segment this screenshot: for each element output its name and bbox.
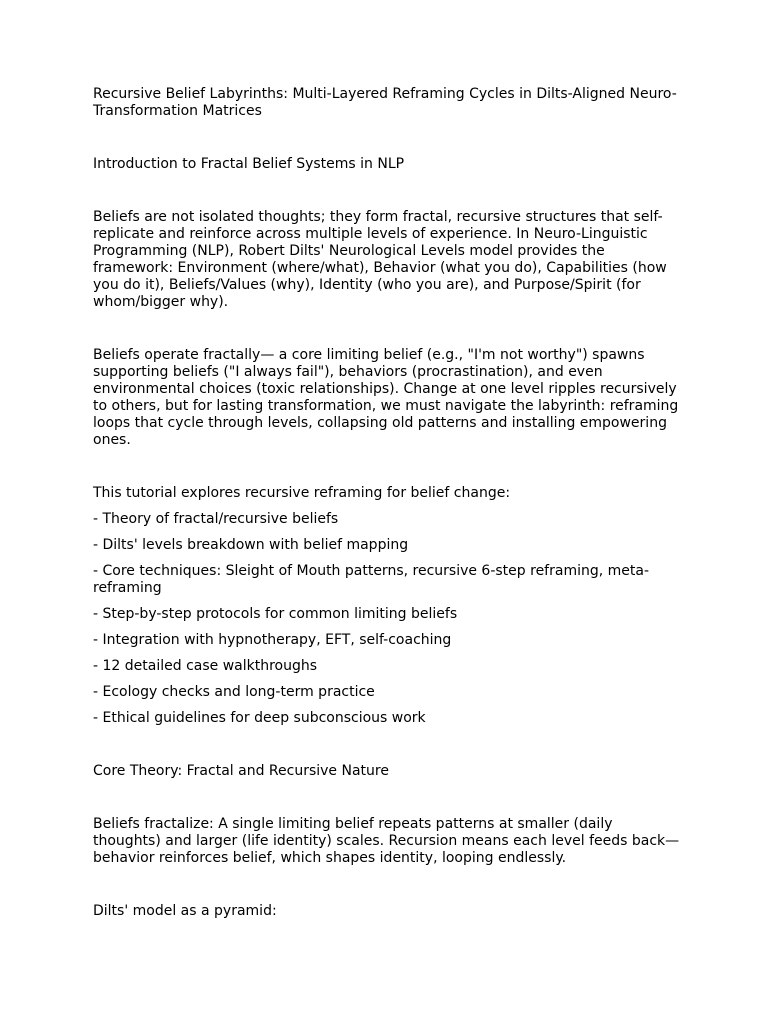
paragraph-pyramid-intro: Dilts' model as a pyramid: xyxy=(93,903,277,919)
paragraph-levels-model: Beliefs are not isolated thoughts; they form fractal, recursive structures that self-replicate and reinforce across multiple levels of experience. In Neuro-Linguistic Programming (NLP), Robert Dilts' Neurological Levels model provides the framework: Environment (where/what), Behavior (what you do), Capabilities (how you do it), Beliefs/Values (why), Identity (who you are), and Purpose/Spirit (for whom/bigger why). xyxy=(93,209,667,310)
list-item: - Dilts' levels breakdown with belief mapping xyxy=(93,537,409,553)
document-page xyxy=(93,86,683,920)
paragraph-fractalize: Beliefs fractalize: A single limiting belief repeats patterns at smaller (daily thoughts) and larger (life identity) scales. Recursion means each level feeds back—behavior reinforces belief, which shapes identity, looping endlessly. xyxy=(93,816,680,866)
list-item: - Integration with hypnotherapy, EFT, self-coaching xyxy=(93,632,452,648)
section-heading-core-theory: Core Theory: Fractal and Recursive Nature xyxy=(93,763,389,779)
document-title: Recursive Belief Labyrinths: Multi-Layered Reframing Cycles in Dilts-Aligned Neuro-Transformation Matrices xyxy=(93,86,677,119)
list-item: - Ethical guidelines for deep subconscious work xyxy=(93,710,426,726)
list-item: - Core techniques: Sleight of Mouth patterns, recursive 6-step reframing, meta-reframing xyxy=(93,563,650,596)
list-item: - 12 detailed case walkthroughs xyxy=(93,658,318,674)
paragraph-fractal-beliefs: Beliefs operate fractally— a core limiting belief (e.g., "I'm not worthy") spawns supporting beliefs ("I always fail"), behaviors (procrastination), and even environmental choices (toxic relationships). Change at one level ripples recursively to others, but for lasting transformation, we must navigate the labyrinth: reframing loops that cycle through levels, collapsing old patterns and installing empowering ones. xyxy=(93,347,679,448)
list-intro: This tutorial explores recursive reframing for belief change: xyxy=(93,485,511,501)
list-item: - Step-by-step protocols for common limiting beliefs xyxy=(93,606,458,622)
section-heading-introduction: Introduction to Fractal Belief Systems in NLP xyxy=(93,156,405,172)
list-item: - Theory of fractal/recursive beliefs xyxy=(93,511,339,527)
list-item: - Ecology checks and long-term practice xyxy=(93,684,375,700)
topics-list xyxy=(93,511,683,727)
